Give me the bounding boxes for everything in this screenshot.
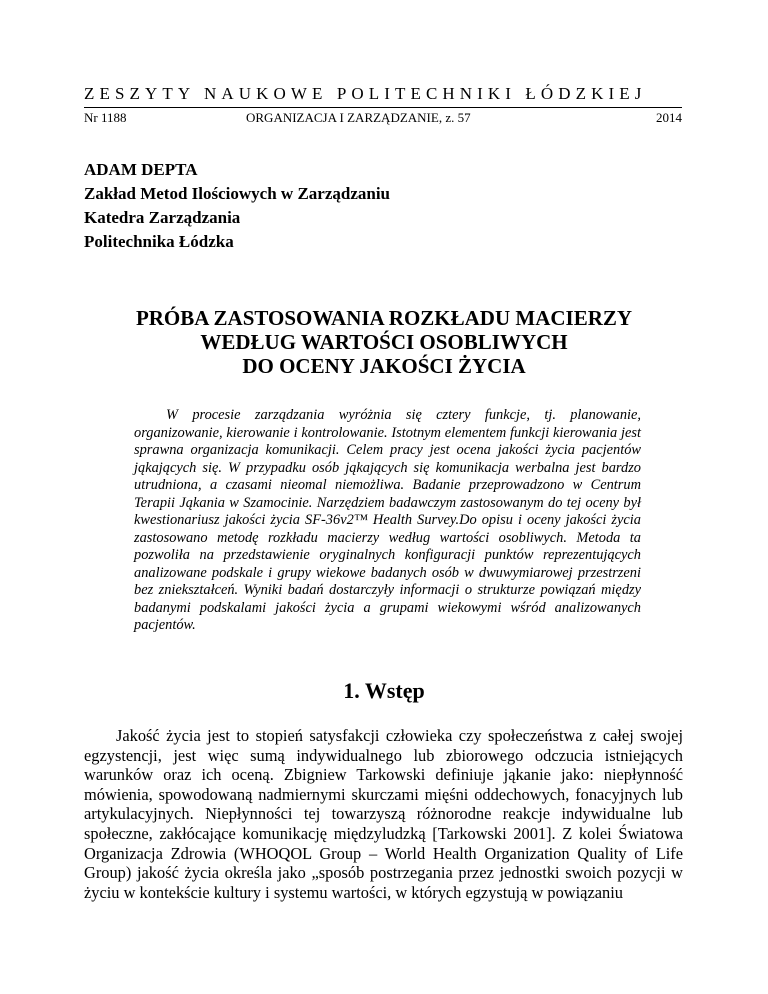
paper-title-line: PRÓBA ZASTOSOWANIA ROZKŁADU MACIERZY — [135, 306, 633, 330]
author-affiliation-university: Politechnika Łódzka — [84, 232, 234, 251]
author-name: ADAM DEPTA — [84, 160, 198, 179]
paper-title-line: DO OCENY JAKOŚCI ŻYCIA — [242, 354, 526, 378]
journal-title: ZESZYTY NAUKOWE POLITECHNIKI ŁÓDZKIEJ — [84, 84, 647, 103]
issue-number: Nr 1188 — [84, 110, 127, 125]
author-affiliation-chair: Katedra Zarządzania — [84, 208, 241, 227]
abstract: W procesie zarządzania wyróżnia się cztery funkcje, tj. planowanie, organizowanie, kierowanie i kontrolowanie. Istotnym elementem funkcji kierowania jest sprawna organizacja komunikacji. Celem pracy jest ocena jakości życia pacjentów jąkających się. W przypadku osób jąkających się komunikacja werbalna jest bardzo utrudniona, a czasami nieomal niemożliwa. Badanie przeprowadzono w Centrum Terapii Jąkania w Szamocinie. Narzędziem badawczym zastosowanym do tej oceny był kwestionariusz jakości życia SF-36v2™ Health Survey.Do opisu i oceny jakości życia zastosowano metodę rozkładu macierzy według wartości osobliwych. Metoda ta pozwoliła na przedstawienie oryginalnych konfiguracji punktów reprezentujących analizowane podskale i grupy wiekowe badanych osób w dwuwymiarowej przestrzeni bez zniekształceń. Wyniki badań dostarczyły informacji o strukturze powiązań między badanymi podskalami jakości życia a grupami wiekowymi wśród analizowanych pacjentów. — [134, 407, 641, 633]
author-affiliation-department: Zakład Metod Ilościowych w Zarządzaniu — [84, 184, 391, 203]
section-heading: 1. Wstęp — [343, 678, 425, 703]
issue-year: 2014 — [656, 110, 682, 125]
author-block — [84, 158, 390, 254]
paper-title — [84, 306, 684, 378]
series-name: ORGANIZACJA I ZARZĄDZANIE, z. 57 — [246, 110, 471, 125]
body-paragraph: Jakość życia jest to stopień satysfakcji człowieka czy społeczeństwa z całej swojej egzystencji, jest więc sumą indywidualnego lub zbiorowego odczucia istniejących warunków oraz ich oceną. Zbigniew Tarkowski definiuje jąkanie jako: niepłynność mówienia, spowodowaną nadmiernymi skurczami mięśni oddechowych, fonacyjnych lub artykulacyjnych. Niepłynności tej towarzyszą różnorodne reakcje indywidualne lub społeczne, zakłócające komunikację międzyludzką [Tarkowski 2001]. Z kolei Światowa Organizacja Zdrowia (WHOQOL Group – World Health Organization Quality of Life Group) jakość życia określa jako „sposób postrzegania przez jednostki swoich pozycji w życiu w kontekście kultury i systemu wartości, w których egzystują w powiązaniu — [84, 726, 683, 902]
header-rule — [84, 107, 682, 108]
paper-title-line: WEDŁUG WARTOŚCI OSOBLIWYCH — [200, 330, 568, 354]
